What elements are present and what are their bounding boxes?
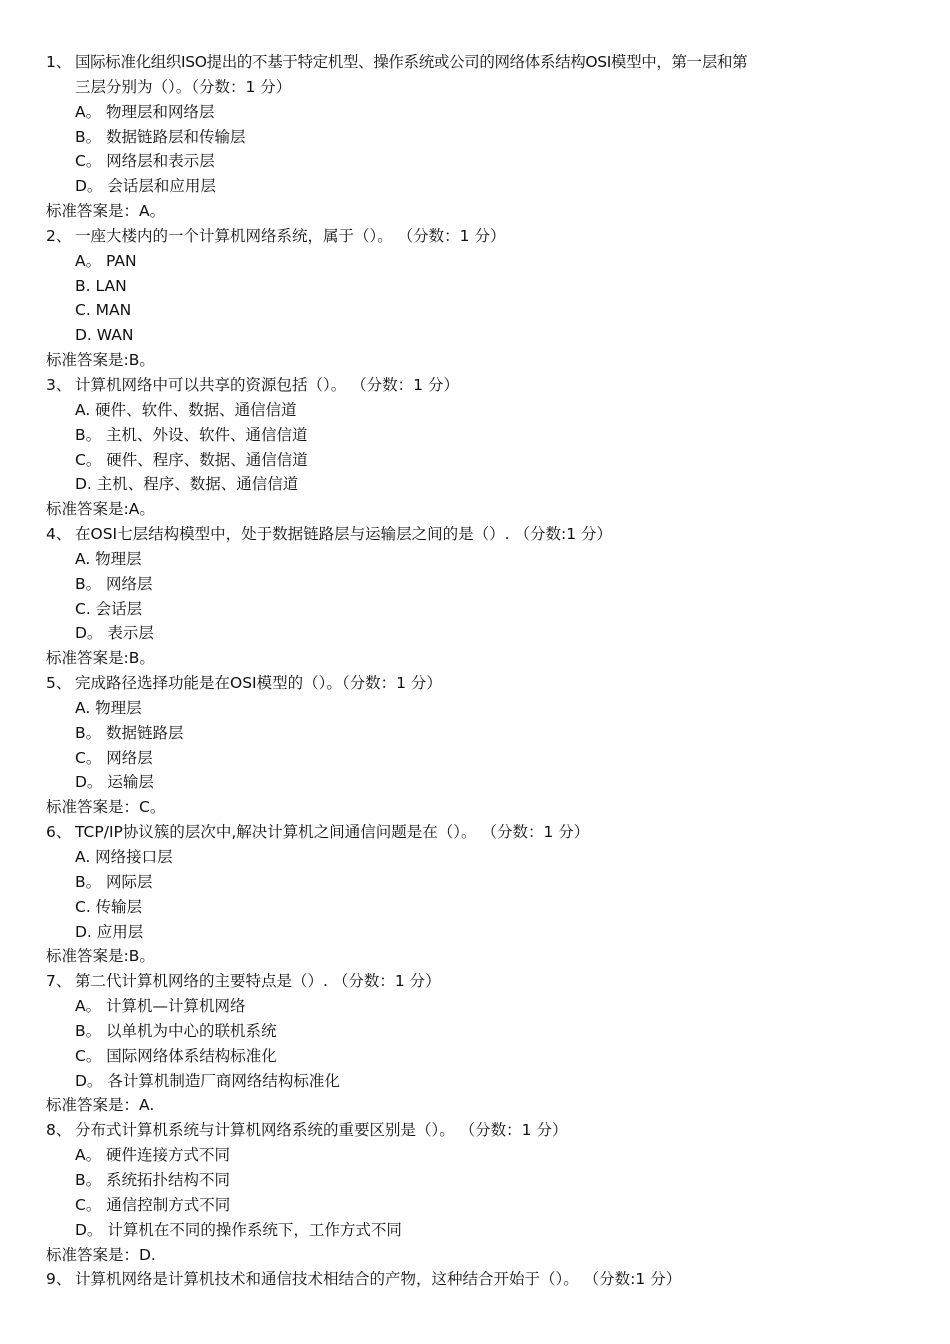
standard-answer: 标准答案是:B。 bbox=[46, 947, 155, 966]
question-9 bbox=[0, 1267, 950, 1292]
question-text: 国际标准化组织ISO提出的不基于特定机型、操作系统或公司的网络体系结构OSI模型中，第一层和第 bbox=[75, 53, 748, 71]
option-a: A。 物理层和网络层 bbox=[75, 102, 215, 121]
question-number: 1、 bbox=[46, 53, 72, 71]
option-c: C。 通信控制方式不同 bbox=[75, 1195, 231, 1214]
standard-answer: 标准答案是:A。 bbox=[46, 500, 155, 519]
option-c: C。 网络层 bbox=[75, 748, 153, 767]
standard-answer: 标准答案是：A。 bbox=[46, 202, 166, 221]
option-c: C。 国际网络体系结构标准化 bbox=[75, 1046, 277, 1065]
question-text: 第二代计算机网络的主要特点是（）. （分数：1 分） bbox=[75, 972, 441, 991]
question-text: 完成路径选择功能是在OSI模型的（）。（分数：1 分） bbox=[75, 674, 442, 693]
option-b: B。 以单机为中心的联机系统 bbox=[75, 1021, 277, 1040]
option-d: D。 计算机在不同的操作系统下，工作方式不同 bbox=[75, 1220, 402, 1239]
question-text: 在OSI七层结构模型中，处于数据链路层与运输层之间的是（）. （分数:1 分） bbox=[75, 525, 612, 544]
standard-answer: 标准答案是:B。 bbox=[46, 351, 155, 370]
question-text: 分布式计算机系统与计算机网络系统的重要区别是（）。 （分数：1 分） bbox=[75, 1121, 568, 1140]
option-b: B。 主机、外设、软件、通信信道 bbox=[75, 425, 308, 444]
option-b: B。 网络层 bbox=[75, 574, 153, 593]
question-text: TCP/IP协议簇的层次中,解决计算机之间通信问题是在（）。 （分数：1 分） bbox=[75, 823, 590, 842]
question-text-continued: 三层分别为（）。（分数：1 分） bbox=[75, 77, 292, 96]
question-text: 一座大楼内的一个计算机网络系统，属于（）。 （分数：1 分） bbox=[75, 226, 506, 245]
standard-answer: 标准答案是：D. bbox=[46, 1245, 156, 1264]
question-number: 7、 bbox=[46, 972, 72, 991]
option-a: A. 硬件、软件、数据、通信信道 bbox=[75, 400, 297, 419]
option-a: A. 网络接口层 bbox=[75, 848, 173, 866]
option-a: A。 硬件连接方式不同 bbox=[75, 1146, 231, 1165]
question-4 bbox=[0, 522, 950, 547]
option-a: A。 计算机—计算机网络 bbox=[75, 997, 246, 1016]
option-a: A。 PAN bbox=[75, 251, 137, 270]
option-c: C. 会话层 bbox=[75, 599, 143, 618]
question-number: 3、 bbox=[46, 375, 72, 394]
option-d: D。 表示层 bbox=[75, 624, 154, 643]
option-b: B。 系统拓扑结构不同 bbox=[75, 1170, 231, 1189]
option-b: B。 数据链路层和传输层 bbox=[75, 127, 246, 146]
question-number: 8、 bbox=[46, 1121, 72, 1140]
question-number: 5、 bbox=[46, 674, 72, 693]
exam-document bbox=[0, 50, 950, 1292]
option-c: C。 硬件、程序、数据、通信信道 bbox=[75, 450, 308, 469]
question-number: 4、 bbox=[46, 525, 72, 544]
standard-answer: 标准答案是：C。 bbox=[46, 798, 166, 817]
question-number: 6、 bbox=[46, 823, 72, 842]
option-b: B。 数据链路层 bbox=[75, 723, 184, 742]
option-d: D。 运输层 bbox=[75, 773, 154, 792]
question-8 bbox=[0, 1118, 950, 1143]
option-b: B. LAN bbox=[75, 276, 127, 295]
question-number: 2、 bbox=[46, 226, 72, 245]
option-c: C. MAN bbox=[75, 301, 132, 320]
question-5 bbox=[0, 671, 950, 696]
option-d: D。 会话层和应用层 bbox=[75, 177, 216, 196]
option-a: A. 物理层 bbox=[75, 698, 142, 717]
question-3 bbox=[0, 373, 950, 398]
question-2 bbox=[0, 224, 950, 249]
option-c: C。 网络层和表示层 bbox=[75, 152, 215, 171]
question-7 bbox=[0, 969, 950, 994]
question-number: 9、 bbox=[46, 1270, 72, 1289]
option-d: D. 应用层 bbox=[75, 922, 144, 941]
option-d: D. WAN bbox=[75, 326, 134, 345]
option-a: A. 物理层 bbox=[75, 549, 142, 568]
option-d: D. 主机、程序、数据、通信信道 bbox=[75, 475, 299, 494]
option-c: C. 传输层 bbox=[75, 897, 143, 916]
question-6 bbox=[0, 820, 950, 845]
option-b: B。 网际层 bbox=[75, 872, 153, 891]
question-1 bbox=[0, 50, 950, 75]
question-text: 计算机网络中可以共享的资源包括（）。 （分数：1 分） bbox=[75, 375, 459, 394]
option-d: D。 各计算机制造厂商网络结构标准化 bbox=[75, 1071, 340, 1090]
standard-answer: 标准答案是：A. bbox=[46, 1096, 155, 1115]
standard-answer: 标准答案是:B。 bbox=[46, 649, 155, 668]
question-text: 计算机网络是计算机技术和通信技术相结合的产物，这种结合开始于（）。 （分数:1 分） bbox=[75, 1270, 682, 1289]
